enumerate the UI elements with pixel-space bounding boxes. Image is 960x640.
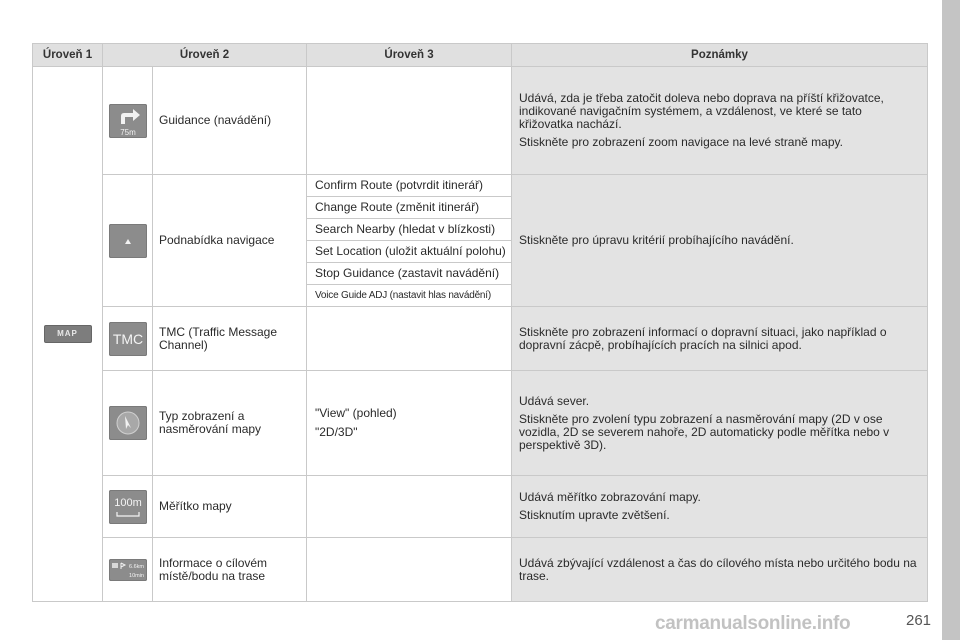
level3-cell	[307, 371, 512, 476]
page-number: 261	[906, 612, 932, 629]
note-text: Stiskněte pro úpravu kritérií probíhajícího navádění.	[519, 233, 794, 247]
level2-cell: Informace o cílovém místě/bodu na trase	[153, 538, 307, 602]
turn-distance-text: 75m	[119, 127, 136, 137]
level1-cell	[33, 67, 103, 602]
tmc-icon-text: TMC	[112, 330, 143, 347]
destination-info-icon	[109, 559, 147, 581]
map-button-icon: MAP	[44, 325, 92, 343]
table-row	[33, 371, 928, 476]
level3-item: "2D/3D"	[315, 425, 358, 439]
table-row	[33, 67, 928, 175]
scale-icon-text: 100m	[113, 496, 142, 509]
level3-item: Search Nearby (hledat v blízkosti)	[307, 219, 512, 241]
level3-cell	[307, 67, 512, 175]
table-row	[33, 175, 928, 197]
table-row	[33, 538, 928, 602]
level3-item: "View" (pohled)	[315, 406, 397, 420]
header-level3: Úroveň 3	[307, 44, 512, 67]
notes-cell	[512, 175, 928, 307]
icon-cell	[103, 371, 153, 476]
level2-cell: Podnabídka navigace	[153, 175, 307, 307]
note-text: Stiskněte pro zobrazení zoom navigace na levé straně mapy.	[519, 135, 843, 149]
map-scale-icon	[109, 490, 147, 524]
icon-cell	[103, 175, 153, 307]
table-row	[33, 476, 928, 538]
level3-item: Set Location (uložit aktuální polohu)	[307, 241, 512, 263]
level3-cell	[307, 476, 512, 538]
compass-icon	[109, 406, 147, 440]
navigation-menu-table	[32, 43, 928, 602]
note-text: Udává měřítko zobrazování mapy.	[519, 490, 701, 504]
level2-cell: TMC (Traffic Message Channel)	[153, 307, 307, 371]
header-level2: Úroveň 2	[103, 44, 307, 67]
note-text: Stiskněte pro zobrazení informací o dopravní situaci, jako například o dopravní zácpě, probíhajících pracích na silnici apod.	[519, 324, 887, 352]
level3-cell	[307, 307, 512, 371]
watermark: carmanualsonline.info	[655, 613, 851, 634]
level3-item: Confirm Route (potvrdit itinerář)	[307, 175, 512, 197]
notes-cell	[512, 371, 928, 476]
notes-cell	[512, 476, 928, 538]
notes-cell	[512, 307, 928, 371]
table-row	[33, 307, 928, 371]
submenu-arrow-icon	[109, 224, 147, 258]
table-header-row	[33, 44, 928, 67]
level3-item: Change Route (změnit itinerář)	[307, 197, 512, 219]
turn-arrow-icon	[109, 104, 147, 138]
note-text: Udává, zda je třeba zatočit doleva nebo doprava na příští křižovatce, indikované navigačním systémem, a vzdálenost, ve které se tato křižovatka nachází.	[519, 91, 884, 131]
header-level1: Úroveň 1	[33, 44, 103, 67]
notes-cell	[512, 67, 928, 175]
icon-cell	[103, 476, 153, 538]
note-text: Stiskněte pro zvolení typu zobrazení a nasměrování mapy (2D v ose vozidla, 2D se severem nahoře, 2D automaticky podle měřítka nebo v perspektivě 3D).	[519, 411, 890, 452]
header-notes: Poznámky	[512, 44, 928, 67]
icon-cell	[103, 67, 153, 175]
level2-cell: Guidance (navádění)	[153, 67, 307, 175]
level3-item: Stop Guidance (zastavit navádění)	[307, 263, 512, 285]
icon-cell	[103, 538, 153, 602]
level3-item: Voice Guide ADJ (nastavit hlas navádění)	[307, 285, 512, 307]
icon-cell	[103, 307, 153, 371]
tmc-icon	[109, 322, 147, 356]
note-text: Udává sever.	[519, 393, 590, 408]
level2-cell: Typ zobrazení a nasměrování mapy	[153, 371, 307, 476]
side-tab-strip	[942, 0, 960, 640]
note-text: Udává zbývající vzdálenost a čas do cílového místa nebo určitého bodu na trase.	[519, 555, 917, 583]
level2-cell: Měřítko mapy	[153, 476, 307, 538]
notes-cell	[512, 538, 928, 602]
time-text: 10min	[128, 572, 144, 579]
level3-cell	[307, 538, 512, 602]
note-text: Stisknutím upravte zvětšení.	[519, 508, 670, 522]
distance-text: 6.6km	[128, 563, 144, 570]
